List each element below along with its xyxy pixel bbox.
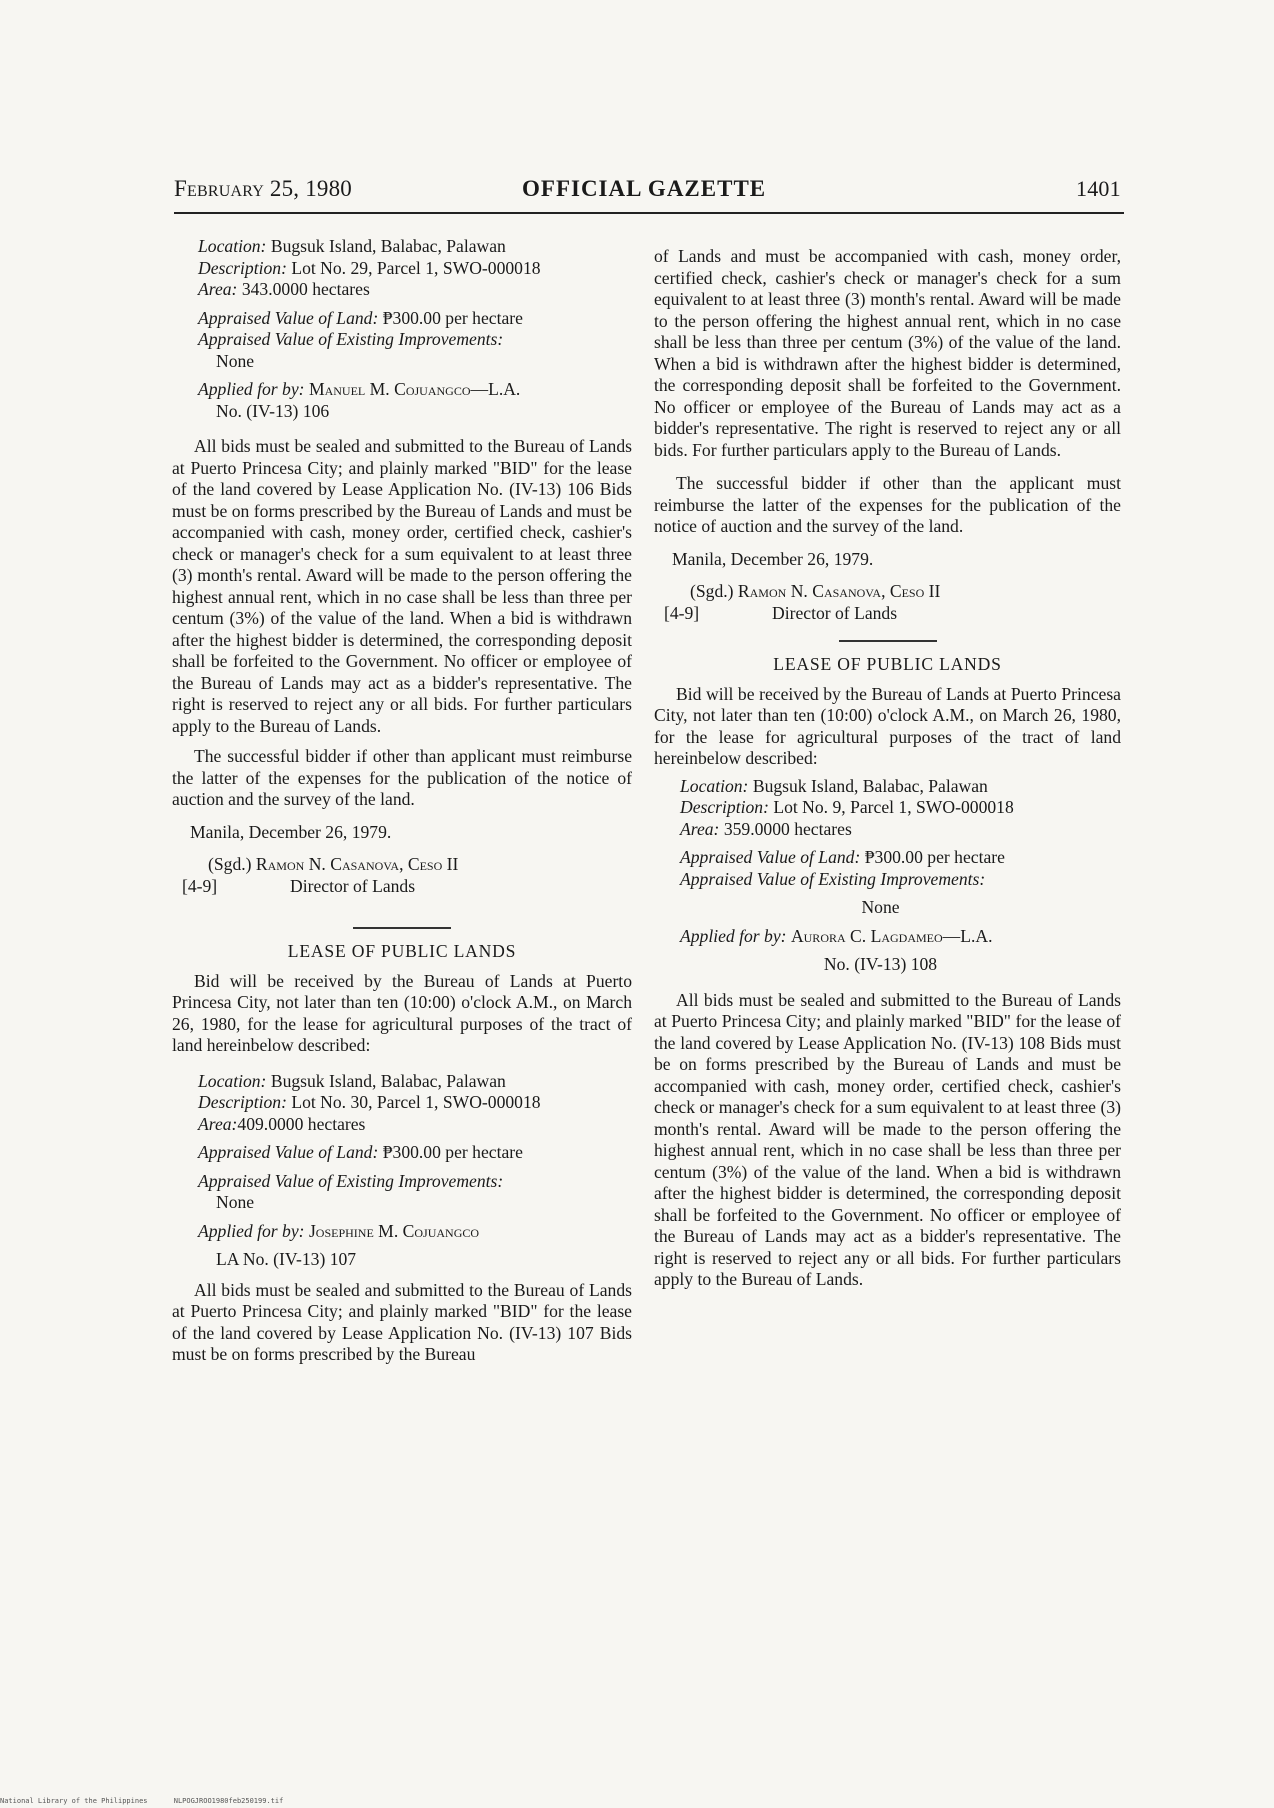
scan-filename: NLPOGJROO1980feb250199.tif: [173, 1797, 284, 1805]
notice3-body: All bids must be sealed and submitted to the Bureau of Lands at Puerto Princesa City; and plainly marked "BID" for the lease of the land covered by Lease Application No. (IV-13) 108 Bids must be on forms prescribed by the Bureau of Lands and must be accompanied with cash, money order, certified check, cashier's check or manager's check for a sum equivalent to at least three (3) month's rental. Award will be made to the person offering the highest annual rent, which in no case shall be less than three per centum (3%) of the value of the land. When a bid is withdrawn after the highest bidder is determined, the corresponding deposit shall be forfeited to the Government. No officer or employee of the Bureau of Lands may act as a bidder's representative. The right is reserved to reject any or all bids. For further particulars apply to the Bureau of Lands.: [654, 989, 1121, 1289]
spec-applied-for: Applied for by: Manuel M. Cojuangco—L.A.: [198, 379, 521, 399]
notice2-reimburse: The successful bidder if other than the applicant must reimburse the latter of the expenses for the publication of the notice of auction and the survey of the land.: [654, 473, 1121, 536]
notice3-heading: LEASE OF PUBLIC LANDS: [773, 654, 1002, 674]
notice1-signature: (Sgd.) Ramon N. Casanova, Ceso II [4-9] Director of Lands: [182, 854, 459, 896]
spec-application-no: LA No. (IV-13) 107: [216, 1249, 357, 1269]
spec-area: Area:409.0000 hectares: [198, 1113, 366, 1134]
notice2-intro: Bid will be received by the Bureau of Lands at Puerto Princesa City, not later than ten (10:00) o'clock A.M., on March 26, 1980, for the lease for agricultural purposes of the tract of land hereinbelow described:: [172, 970, 632, 1055]
section-divider: [839, 640, 937, 642]
spec-location: Location: Bugsuk Island, Balabac, Palawan: [680, 775, 988, 796]
spec-applied-for: Applied for by: Josephine M. Cojuangco: [198, 1220, 480, 1241]
notice2-body-continued: of Lands and must be accompanied with cash, money order, certified check, cashier's check or manager's check for a sum equivalent to at least three (3) month's rental. Award will be made to the person offering the highest annual rent, which in no case shall be less than three per centum (3%) of the value of the land. When a bid is withdrawn after the highest bidder is determined, the corresponding deposit shall be forfeited to the Government. No officer or employee of the Bureau of Lands may act as a bidder's representative. The right is reserved to reject any or all bids. For further particulars apply to the Bureau of Lands.: [654, 246, 1121, 460]
section-divider: [353, 927, 451, 929]
library-credit: National Library of the Philippines: [0, 1797, 148, 1805]
notice2-heading: LEASE OF PUBLIC LANDS: [287, 941, 517, 961]
notice2-body: All bids must be sealed and submitted to the Bureau of Lands at Puerto Princesa City; and plainly marked "BID" for the lease of the land covered by Lease Application No. (IV-13) 107 Bids must be on forms prescribed by the Bureau: [172, 1279, 632, 1364]
notice1-dateline: Manila, December 26, 1979.: [190, 821, 392, 842]
spec-application-no: No. (IV-13) 106: [216, 400, 330, 421]
spec-appraised-land: Appraised Value of Land: ₱300.00 per hectare: [198, 1142, 523, 1162]
spec-improvements-value: None: [216, 1192, 255, 1212]
notice3-spec: [654, 776, 1121, 976]
spec-appraised-improvements: Appraised Value of Existing Improvements:: [198, 329, 504, 349]
notice3-intro: Bid will be received by the Bureau of Lands at Puerto Princesa City, not later than ten (10:00) o'clock A.M., on March 26, 1980, for the lease for agricultural purposes of the tract of land hereinbelow described:: [654, 683, 1121, 768]
page-number: 1401: [1076, 176, 1121, 201]
spec-appraised-improvements: Appraised Value of Existing Improvements:: [198, 1170, 504, 1191]
notice1-spec: [172, 236, 632, 422]
notice1-reimburse: The successful bidder if other than applicant must reimburse the latter of the expenses for the publication of the notice of auction and the survey of the land.: [172, 746, 632, 809]
spec-area: Area: 359.0000 hectares: [680, 818, 852, 839]
spec-improvements-value: None: [216, 350, 255, 371]
notice2-signature: (Sgd.) Ramon N. Casanova, Ceso II [4-9] Director of Lands: [664, 581, 941, 623]
right-column: [654, 246, 1121, 1291]
spec-appraised-land: Appraised Value of Land: ₱300.00 per hectare: [198, 307, 523, 328]
spec-description: Description: Lot No. 9, Parcel 1, SWO-000018: [680, 797, 1014, 817]
header-rule: [174, 212, 1124, 214]
spec-improvements-value: None: [861, 897, 900, 917]
spec-appraised-land: Appraised Value of Land: ₱300.00 per hectare: [680, 847, 1005, 867]
left-column: [172, 236, 632, 1366]
notice1-body: All bids must be sealed and submitted to the Bureau of Lands at Puerto Princesa City; and plainly marked "BID" for the lease of the land covered by Lease Application No. (IV-13) 106 Bids must be on forms prescribed by the Bureau of Lands and must be accompanied with cash, money order, certified check, cashier's check or manager's check for a sum equivalent to at least three (3) month's rental. Award will be made to the person offering the highest annual rent, which in no case shall be less than three per centum (3%) of the value of the land. When a bid is withdrawn after the highest bidder is determined, the corresponding deposit shall be forfeited to the Government. No officer or employee of the Bureau of Lands may act as a bidder's representative. The right is reserved to reject any or all bids. For further particulars apply to the Bureau of Lands.: [172, 436, 632, 736]
notice2-dateline: Manila, December 26, 1979.: [672, 548, 874, 569]
scan-footer: [0, 1797, 305, 1805]
spec-description: Description: Lot No. 30, Parcel 1, SWO-000018: [198, 1092, 541, 1112]
spec-description: Description: Lot No. 29, Parcel 1, SWO-000018: [198, 257, 541, 278]
spec-applied-for: Applied for by: Aurora C. Lagdameo—L.A.: [680, 925, 993, 946]
spec-area: Area: 343.0000 hectares: [198, 279, 370, 299]
issue-date: February 25, 1980: [174, 176, 353, 201]
notice2-spec: [172, 1071, 632, 1271]
spec-application-no: No. (IV-13) 108: [823, 954, 938, 974]
spec-appraised-improvements: Appraised Value of Existing Improvements:: [680, 868, 986, 889]
publication-title: OFFICIAL GAZETTE: [522, 176, 767, 201]
spec-location: Location: Bugsuk Island, Balabac, Palawan: [198, 236, 506, 256]
spec-location: Location: Bugsuk Island, Balabac, Palawan: [198, 1070, 506, 1091]
